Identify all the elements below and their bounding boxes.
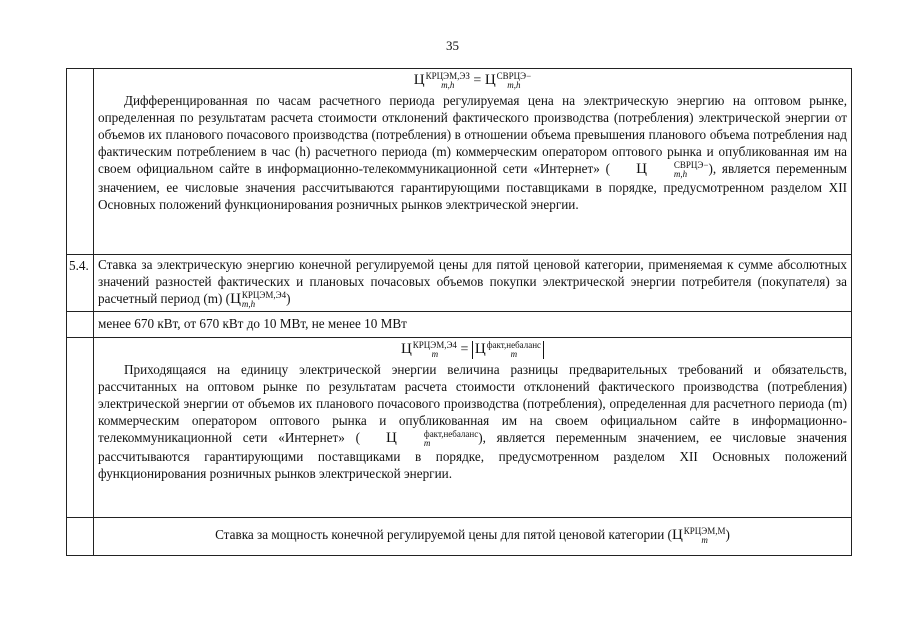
page-number: 35 bbox=[446, 38, 459, 53]
power-ranges-cell: менее 670 кВт, от 670 кВт до 10 МВт, не менее 10 МВт bbox=[94, 311, 852, 337]
tariff-table bbox=[66, 68, 852, 556]
formula-dz: Ц КРЦЭМ,ЭЗ m,h = Ц СВРЦЭ− m,h bbox=[413, 71, 532, 90]
table-row bbox=[67, 337, 852, 517]
rate-description: Ставка за электрическую энергию конечной регулируемой цены для пятой ценовой категории, применяемая к сумме абсолютных значений разностей фактических и плановых почасовых объемов покупки электрической энергии потребителя (покупателя) за расчетный период (m) (Ц КРЦЭМ,Э4 m,h ) bbox=[98, 257, 847, 309]
table-row bbox=[67, 311, 852, 337]
content-cell bbox=[94, 255, 852, 312]
definition-paragraph: Дифференцированная по часам расчетного периода регулируемая цена на электрическую энергию на оптовом рынке, определенная по результатам расчета стоимости отклонений фактического производства (потребления) электрической энергии от объемов их планового почасового производства (потребления) в отношении объема превышения планового объема потребления над фактическим потреблением в час (h) расчетного периода (m) коммерческим оператором оптового рынка и опубликованная им на своем официальном сайте в информационно-телекоммуникационной сети «Интернет» ( Ц СВРЦЭ− m,h ), является переменным значением, ее числовые значения рассчитываются гарантирующими поставщиками в порядке, предусмотренном разделом XII Основных положений функционирования розничных рынков электрической энергии. bbox=[98, 93, 847, 212]
row-number-cell bbox=[67, 69, 94, 255]
table-row bbox=[67, 255, 852, 312]
content-cell bbox=[94, 337, 852, 517]
row-number-cell bbox=[67, 337, 94, 517]
formula-e4: Ц КРЦЭМ,Э4 m = Ц факт,небаланс m bbox=[98, 341, 847, 359]
row-number-cell: 5.4. bbox=[67, 255, 94, 312]
row-number-cell bbox=[67, 311, 94, 337]
content-cell bbox=[94, 69, 852, 255]
capacity-rate-cell: Ставка за мощность конечной регулируемой цены для пятой ценовой категории (Ц КРЦЭМ,М m ) bbox=[94, 517, 852, 555]
table-row bbox=[67, 517, 852, 555]
definition-paragraph: Приходящаяся на единицу электрической энергии величина разницы предварительных требований и обязательств, рассчитанных на оптовом рынке по результатам расчета стоимости отклонений фактического производства (потребления) электрической энергии от объемов их планового почасового производства (потребления), определенная для расчетного периода (m) коммерческим оператором оптового рынка и опубликованная им на своем официальном сайте в информационно-телекоммуникационной сети «Интернет» ( Ц факт,небаланс m ), является переменным значением, ее числовые значения рассчитываются гарантирующими поставщиками в порядке, предусмотренном разделом XII Основных положений функционирования розничных рынков электрической энергии. bbox=[98, 361, 847, 481]
table-row bbox=[67, 69, 852, 255]
row-number-cell bbox=[67, 517, 94, 555]
